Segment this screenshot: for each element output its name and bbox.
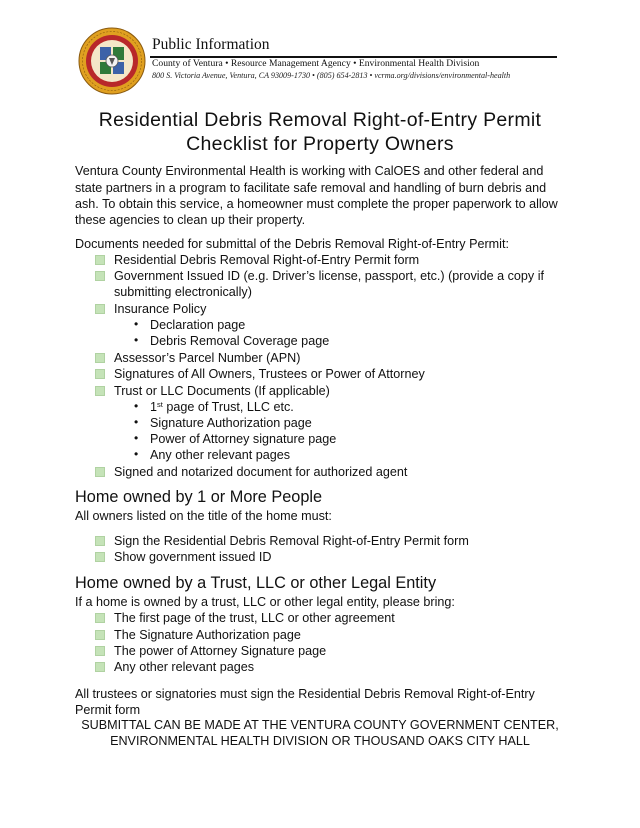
- bullet-icon: •: [134, 415, 139, 429]
- doc-item-apn: Assessor’s Parcel Number (APN): [114, 351, 301, 365]
- checkbox[interactable]: [95, 467, 105, 477]
- documents-lead: Documents needed for submittal of the Debris Removal Right-of-Entry Permit:: [75, 237, 509, 251]
- checkbox[interactable]: [95, 386, 105, 396]
- bullet-icon: •: [134, 317, 139, 331]
- trust-sub-signature-authorization: Signature Authorization page: [150, 416, 312, 430]
- people-item-sign-form: Sign the Residential Debris Removal Right-of-Entry Permit form: [114, 534, 469, 548]
- intro-line-3: ash. To obtain this service, a homeowner must complete the proper paperwork to allow: [75, 197, 558, 211]
- insurance-sub-coverage: Debris Removal Coverage page: [150, 334, 330, 348]
- submittal-line-1: SUBMITTAL CAN BE MADE AT THE VENTURA COUNTY GOVERNMENT CENTER,: [81, 718, 559, 732]
- county-seal-logo: [78, 27, 146, 95]
- checkbox[interactable]: [95, 255, 105, 265]
- bullet-icon: •: [134, 431, 139, 445]
- doc-item-government-id: Government Issued ID (e.g. Driver’s license, passport, etc.) (provide a copy if: [114, 269, 544, 283]
- bullet-icon: •: [134, 333, 139, 347]
- checkbox[interactable]: [95, 552, 105, 562]
- intro-line-2: state partners in a program to facilitate safe removal and handling of burn debris and: [75, 181, 547, 195]
- doc-item-signatures: Signatures of All Owners, Trustees or Power of Attorney: [114, 367, 425, 381]
- people-item-show-id: Show government issued ID: [114, 550, 272, 564]
- trust-item-other-pages: Any other relevant pages: [114, 660, 255, 674]
- bullet-icon: •: [134, 447, 139, 461]
- trust-sub-power-of-attorney: Power of Attorney signature page: [150, 432, 337, 446]
- doc-item-trust-llc: Trust or LLC Documents (If applicable): [114, 384, 330, 398]
- submittal-line-2: ENVIRONMENTAL HEALTH DIVISION OR THOUSAND OAKS CITY HALL: [110, 734, 530, 748]
- doc-item-insurance: Insurance Policy: [114, 302, 207, 316]
- section-people-lead: All owners listed on the title of the home must:: [75, 509, 332, 523]
- header-title: Public Information: [152, 36, 270, 53]
- intro-line-4: these agencies to clean up their property.: [75, 213, 306, 227]
- section-trust-lead: If a home is owned by a trust, LLC or other legal entity, please bring:: [75, 595, 455, 609]
- trust-sub-first-page: 1st page of Trust, LLC etc.: [150, 400, 294, 414]
- bullet-icon: •: [134, 399, 139, 413]
- checkbox[interactable]: [95, 613, 105, 623]
- doc-item-permit-form: Residential Debris Removal Right-of-Entry Permit form: [114, 253, 420, 267]
- insurance-sub-declaration: Declaration page: [150, 318, 246, 332]
- checkbox[interactable]: [95, 646, 105, 656]
- checkbox[interactable]: [95, 369, 105, 379]
- checkbox[interactable]: [95, 271, 105, 281]
- checkbox[interactable]: [95, 353, 105, 363]
- trust-item-signature-authorization: The Signature Authorization page: [114, 628, 301, 642]
- closing-line-2: Permit form: [75, 703, 141, 717]
- checkbox[interactable]: [95, 304, 105, 314]
- checkbox[interactable]: [95, 662, 105, 672]
- trust-item-power-of-attorney: The power of Attorney Signature page: [114, 644, 327, 658]
- header-address: 800 S. Victoria Avenue, Ventura, CA 93009-1730 • (805) 654-2813 • vcrma.org/divisions/environmental-health: [152, 71, 511, 80]
- section-heading-trust: Home owned by a Trust, LLC or other Legal Entity: [75, 574, 437, 592]
- doc-item-notarized-agent: Signed and notarized document for authorized agent: [114, 465, 408, 479]
- checkbox[interactable]: [95, 536, 105, 546]
- document-title-line-1: Residential Debris Removal Right-of-Entry Permit: [98, 109, 542, 131]
- trust-sub-other-pages: Any other relevant pages: [150, 448, 291, 462]
- closing-line-1: All trustees or signatories must sign the Residential Debris Removal Right-of-Entry: [75, 687, 535, 701]
- checkbox[interactable]: [95, 630, 105, 640]
- section-heading-people: Home owned by 1 or More People: [75, 488, 323, 506]
- header-agencies: County of Ventura • Resource Management Agency • Environmental Health Division: [152, 58, 480, 69]
- intro-line-1: Ventura County Environmental Health is working with CalOES and other federal and: [75, 164, 544, 178]
- trust-item-first-page: The first page of the trust, LLC or other agreement: [114, 611, 395, 625]
- document-title-line-2: Checklist for Property Owners: [186, 133, 454, 155]
- doc-item-government-id-cont: submitting electronically): [114, 285, 252, 299]
